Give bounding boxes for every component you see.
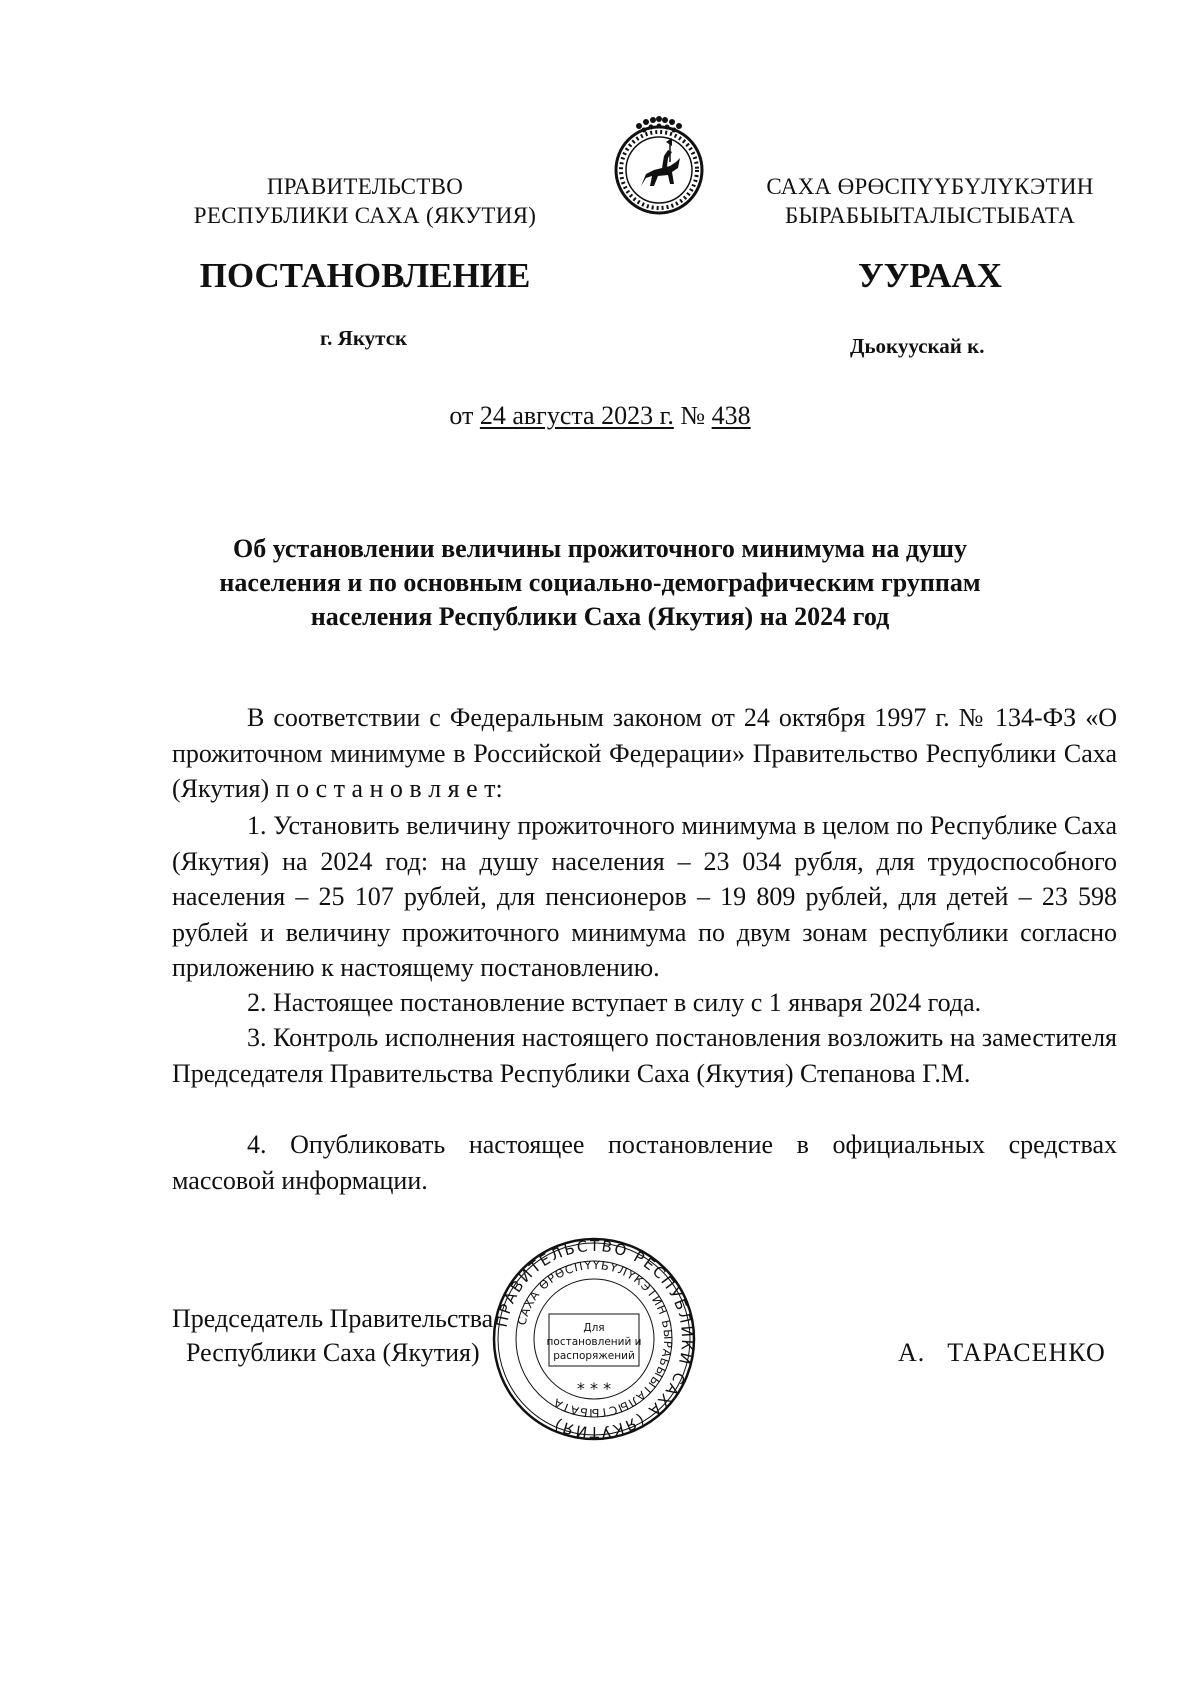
signature-initial: А. bbox=[898, 1338, 926, 1367]
header-left bbox=[170, 172, 560, 230]
header-left-line2: РЕСПУБЛИКИ САХА (ЯКУТИЯ) bbox=[193, 203, 537, 228]
stamp-outer-text: ПРАВИТЕЛЬСТВО РЕСПУБЛИКИ САХА (ЯКУТИЯ) bbox=[492, 1236, 697, 1442]
doc-type-sah: УУРААХ bbox=[857, 256, 1003, 295]
header-right bbox=[740, 172, 1120, 230]
stamp-inner-text: САХА ӨРӨСПҮҮБҮЛҮКЭТИН БЫРАБЫЫТАЛЫСТЫБАТА bbox=[514, 1257, 676, 1421]
stamp-center-line1: Для bbox=[583, 1322, 605, 1334]
signature-title-line2: Республики Саха (Якутия) bbox=[186, 1338, 480, 1367]
dateline-number: 438 bbox=[711, 401, 751, 430]
yakutia-coat-of-arms-icon bbox=[606, 112, 712, 218]
title-line1: Об установлении величины прожиточного минимума на душу bbox=[232, 534, 968, 563]
stamp-center-line3: распоряжений bbox=[553, 1350, 635, 1362]
stamp-center-line2: постановлений и bbox=[546, 1336, 642, 1348]
header-left-line1: ПРАВИТЕЛЬСТВО bbox=[266, 174, 464, 199]
dateline-date: 24 августа 2023 г. bbox=[479, 401, 674, 430]
stamp-stars: * * * bbox=[576, 1379, 612, 1398]
city-sah: Дьокуускай к. bbox=[850, 334, 985, 358]
city-ru: г. Якутск bbox=[320, 326, 408, 350]
item-4-paragraph: 4. Опубликовать настоящее постановление в официальных средствах массовой информации. bbox=[172, 1130, 1117, 1195]
item-3-paragraph: 3. Контроль исполнения настоящего постановления возложить на заместителя Председателя Правительства Республики Саха (Якутия) Степанова Г.М. bbox=[172, 1023, 1117, 1088]
dateline-number-sign: № bbox=[680, 401, 706, 430]
item-2-paragraph: 2. Настоящее постановление вступает в силу с 1 января 2024 года. bbox=[247, 988, 982, 1017]
doc-type-ru: ПОСТАНОВЛЕНИЕ bbox=[199, 256, 531, 295]
signature-name bbox=[898, 1336, 1106, 1370]
title-line2: населения и по основным социально-демографическим группам bbox=[219, 568, 981, 597]
signature-title-line1: Председатель Правительства bbox=[172, 1304, 494, 1333]
dateline-prefix: от bbox=[449, 401, 474, 430]
header-right-line1: САХА ӨРӨСПҮҮБҮЛҮКЭТИН bbox=[766, 174, 1094, 199]
dateline bbox=[0, 400, 1200, 432]
item-1-paragraph: 1. Установить величину прожиточного минимума в целом по Республике Саха (Якутия) на 2024 год: на душу населения – 23 034 рубля, для трудоспособного населения – 25 107 рублей, для пенсионеров – 19 809 рублей, для детей – 23 598 рублей и величину прожиточного минимума по двум зонам республики согласно приложению к настоящему постановлению. bbox=[172, 811, 1117, 982]
header-right-line2: БЫРАБЫЫТАЛЫСТЫБАТА bbox=[784, 203, 1076, 228]
title-line3: населения Республики Саха (Якутия) на 2024 год bbox=[310, 602, 890, 631]
document-title bbox=[175, 532, 1025, 634]
signature-surname: ТАРАСЕНКО bbox=[947, 1338, 1106, 1367]
official-stamp bbox=[491, 1236, 697, 1442]
preamble-paragraph: В соответствии с Федеральным законом от 24 октября 1997 г. № 134-ФЗ «О прожиточном минимуме в Российской Федерации» Правительство Республики Саха (Якутия) п о с т а н о в л я е т: bbox=[172, 703, 1117, 803]
